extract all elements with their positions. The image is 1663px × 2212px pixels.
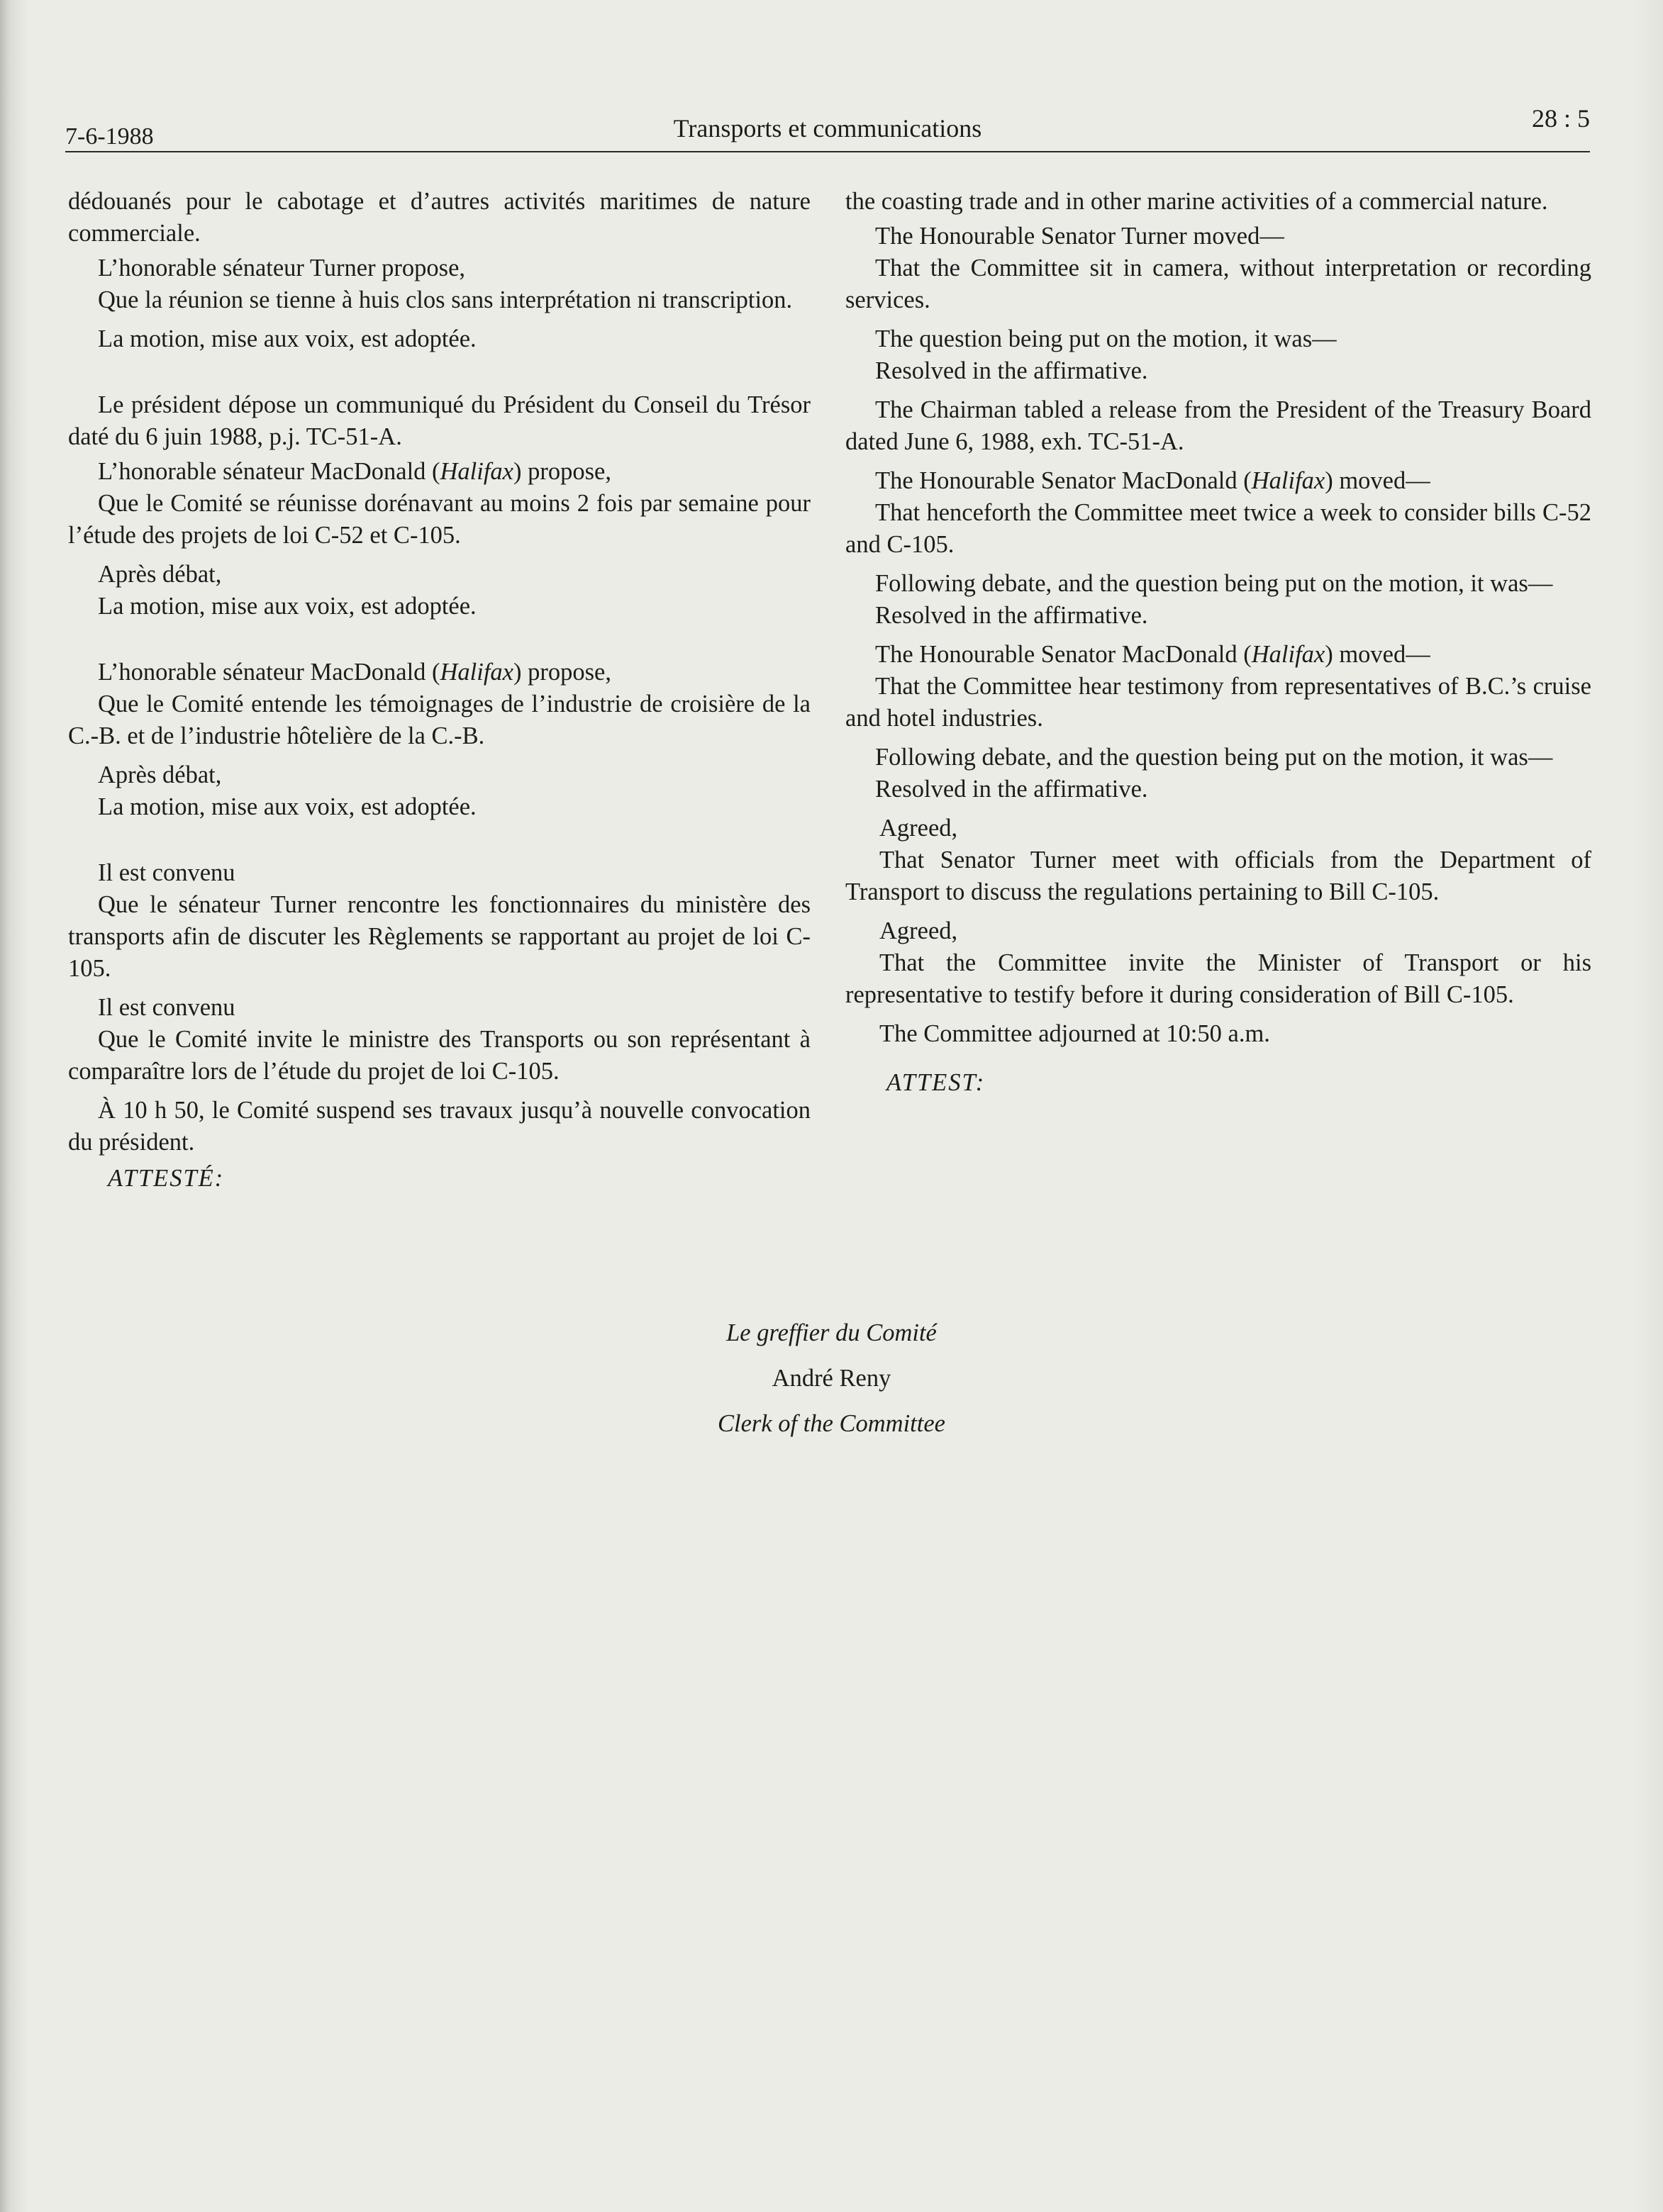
paragraph: The Honourable Senator Turner moved— xyxy=(875,223,1284,250)
header-rule xyxy=(65,151,1590,152)
paragraph: That the Committee hear testimony from representatives of B.C.’s cruise and hotel industries. xyxy=(845,673,1591,732)
clerk-title-fr: Le greffier du Comité xyxy=(726,1319,937,1346)
paragraph: Resolved in the affirmative. xyxy=(875,776,1148,803)
paragraph: Il est convenu xyxy=(98,994,235,1021)
attest-label: ATTESTÉ: xyxy=(108,1165,225,1192)
paragraph: Que la réunion se tienne à huis clos sans interprétation ni transcription. xyxy=(98,286,793,313)
paragraph: Que le Comité invite le ministre des Transports ou son représentant à comparaître lors de l’étude du projet de loi C-105. xyxy=(68,1026,811,1085)
header-title: Transports et communications xyxy=(673,114,982,143)
clerk-title-en: Clerk of the Committee xyxy=(718,1410,945,1437)
paragraph: Que le Comité se réunisse dorénavant au moins 2 fois par semaine pour l’étude des projets de loi C-52 et C-105. xyxy=(68,490,811,549)
signature-block xyxy=(0,1310,1663,1446)
paragraph: dédouanés pour le cabotage et d’autres activités maritimes de nature commerciale. xyxy=(68,188,811,247)
paragraph: Agreed, xyxy=(879,917,958,944)
paragraph: Following debate, and the question being put on the motion, it was— xyxy=(875,744,1553,771)
paragraph: Après débat, xyxy=(98,761,222,788)
paragraph: That the Committee invite the Minister of Transport or his representative to testify before it during consideration of Bill C-105. xyxy=(845,949,1591,1008)
paragraph: Agreed, xyxy=(879,815,958,842)
paragraph: That henceforth the Committee meet twice a week to consider bills C-52 and C-105. xyxy=(845,499,1591,558)
paragraph: L’honorable sénateur Turner propose, xyxy=(98,255,466,281)
paragraph: L’honorable sénateur MacDonald (Halifax) propose, xyxy=(98,659,611,686)
page-header xyxy=(65,99,1590,156)
attest-label: ATTEST: xyxy=(886,1069,986,1096)
header-page-number: 28 : 5 xyxy=(1531,104,1590,133)
paragraph: Il est convenu xyxy=(98,859,235,886)
paragraph: The Chairman tabled a release from the President of the Treasury Board dated June 6, 1988, exh. TC-51-A. xyxy=(845,396,1591,455)
paragraph: La motion, mise aux voix, est adoptée. xyxy=(98,325,477,352)
paragraph: The Honourable Senator MacDonald (Halifax) moved— xyxy=(875,641,1430,668)
paragraph: That the Committee sit in camera, without interpretation or recording services. xyxy=(845,255,1591,313)
paragraph: The Committee adjourned at 10:50 a.m. xyxy=(879,1020,1270,1047)
clerk-name: André Reny xyxy=(772,1365,891,1392)
paragraph: À 10 h 50, le Comité suspend ses travaux jusqu’à nouvelle convocation du président. xyxy=(68,1097,811,1156)
paragraph: La motion, mise aux voix, est adoptée. xyxy=(98,593,477,620)
paragraph: Following debate, and the question being put on the motion, it was— xyxy=(875,570,1553,597)
paragraph: The question being put on the motion, it was— xyxy=(875,325,1337,352)
paragraph: Que le Comité entende les témoignages de l’industrie de croisière de la C.-B. et de l’industrie hôtelière de la C.-B. xyxy=(68,691,811,749)
french-column xyxy=(68,186,811,1195)
paragraph: That Senator Turner meet with officials from the Department of Transport to discuss the regulations pertaining to Bill C-105. xyxy=(845,847,1591,905)
paragraph: Resolved in the affirmative. xyxy=(875,602,1148,629)
paragraph: Que le sénateur Turner rencontre les fonctionnaires du ministère des transports afin de discuter les Règlements se rapportant au projet de loi C-105. xyxy=(68,891,811,982)
paragraph: L’honorable sénateur MacDonald (Halifax) propose, xyxy=(98,458,611,485)
english-column xyxy=(845,186,1591,1099)
paragraph: the coasting trade and in other marine activities of a commercial nature. xyxy=(845,188,1548,215)
paragraph: Après débat, xyxy=(98,561,222,588)
header-date: 7-6-1988 xyxy=(65,123,154,150)
paragraph: La motion, mise aux voix, est adoptée. xyxy=(98,793,477,820)
paragraph: Resolved in the affirmative. xyxy=(875,357,1148,384)
paragraph: Le président dépose un communiqué du Président du Conseil du Trésor daté du 6 juin 1988, p.j. TC-51-A. xyxy=(68,391,811,450)
paragraph: The Honourable Senator MacDonald (Halifax) moved— xyxy=(875,467,1430,494)
